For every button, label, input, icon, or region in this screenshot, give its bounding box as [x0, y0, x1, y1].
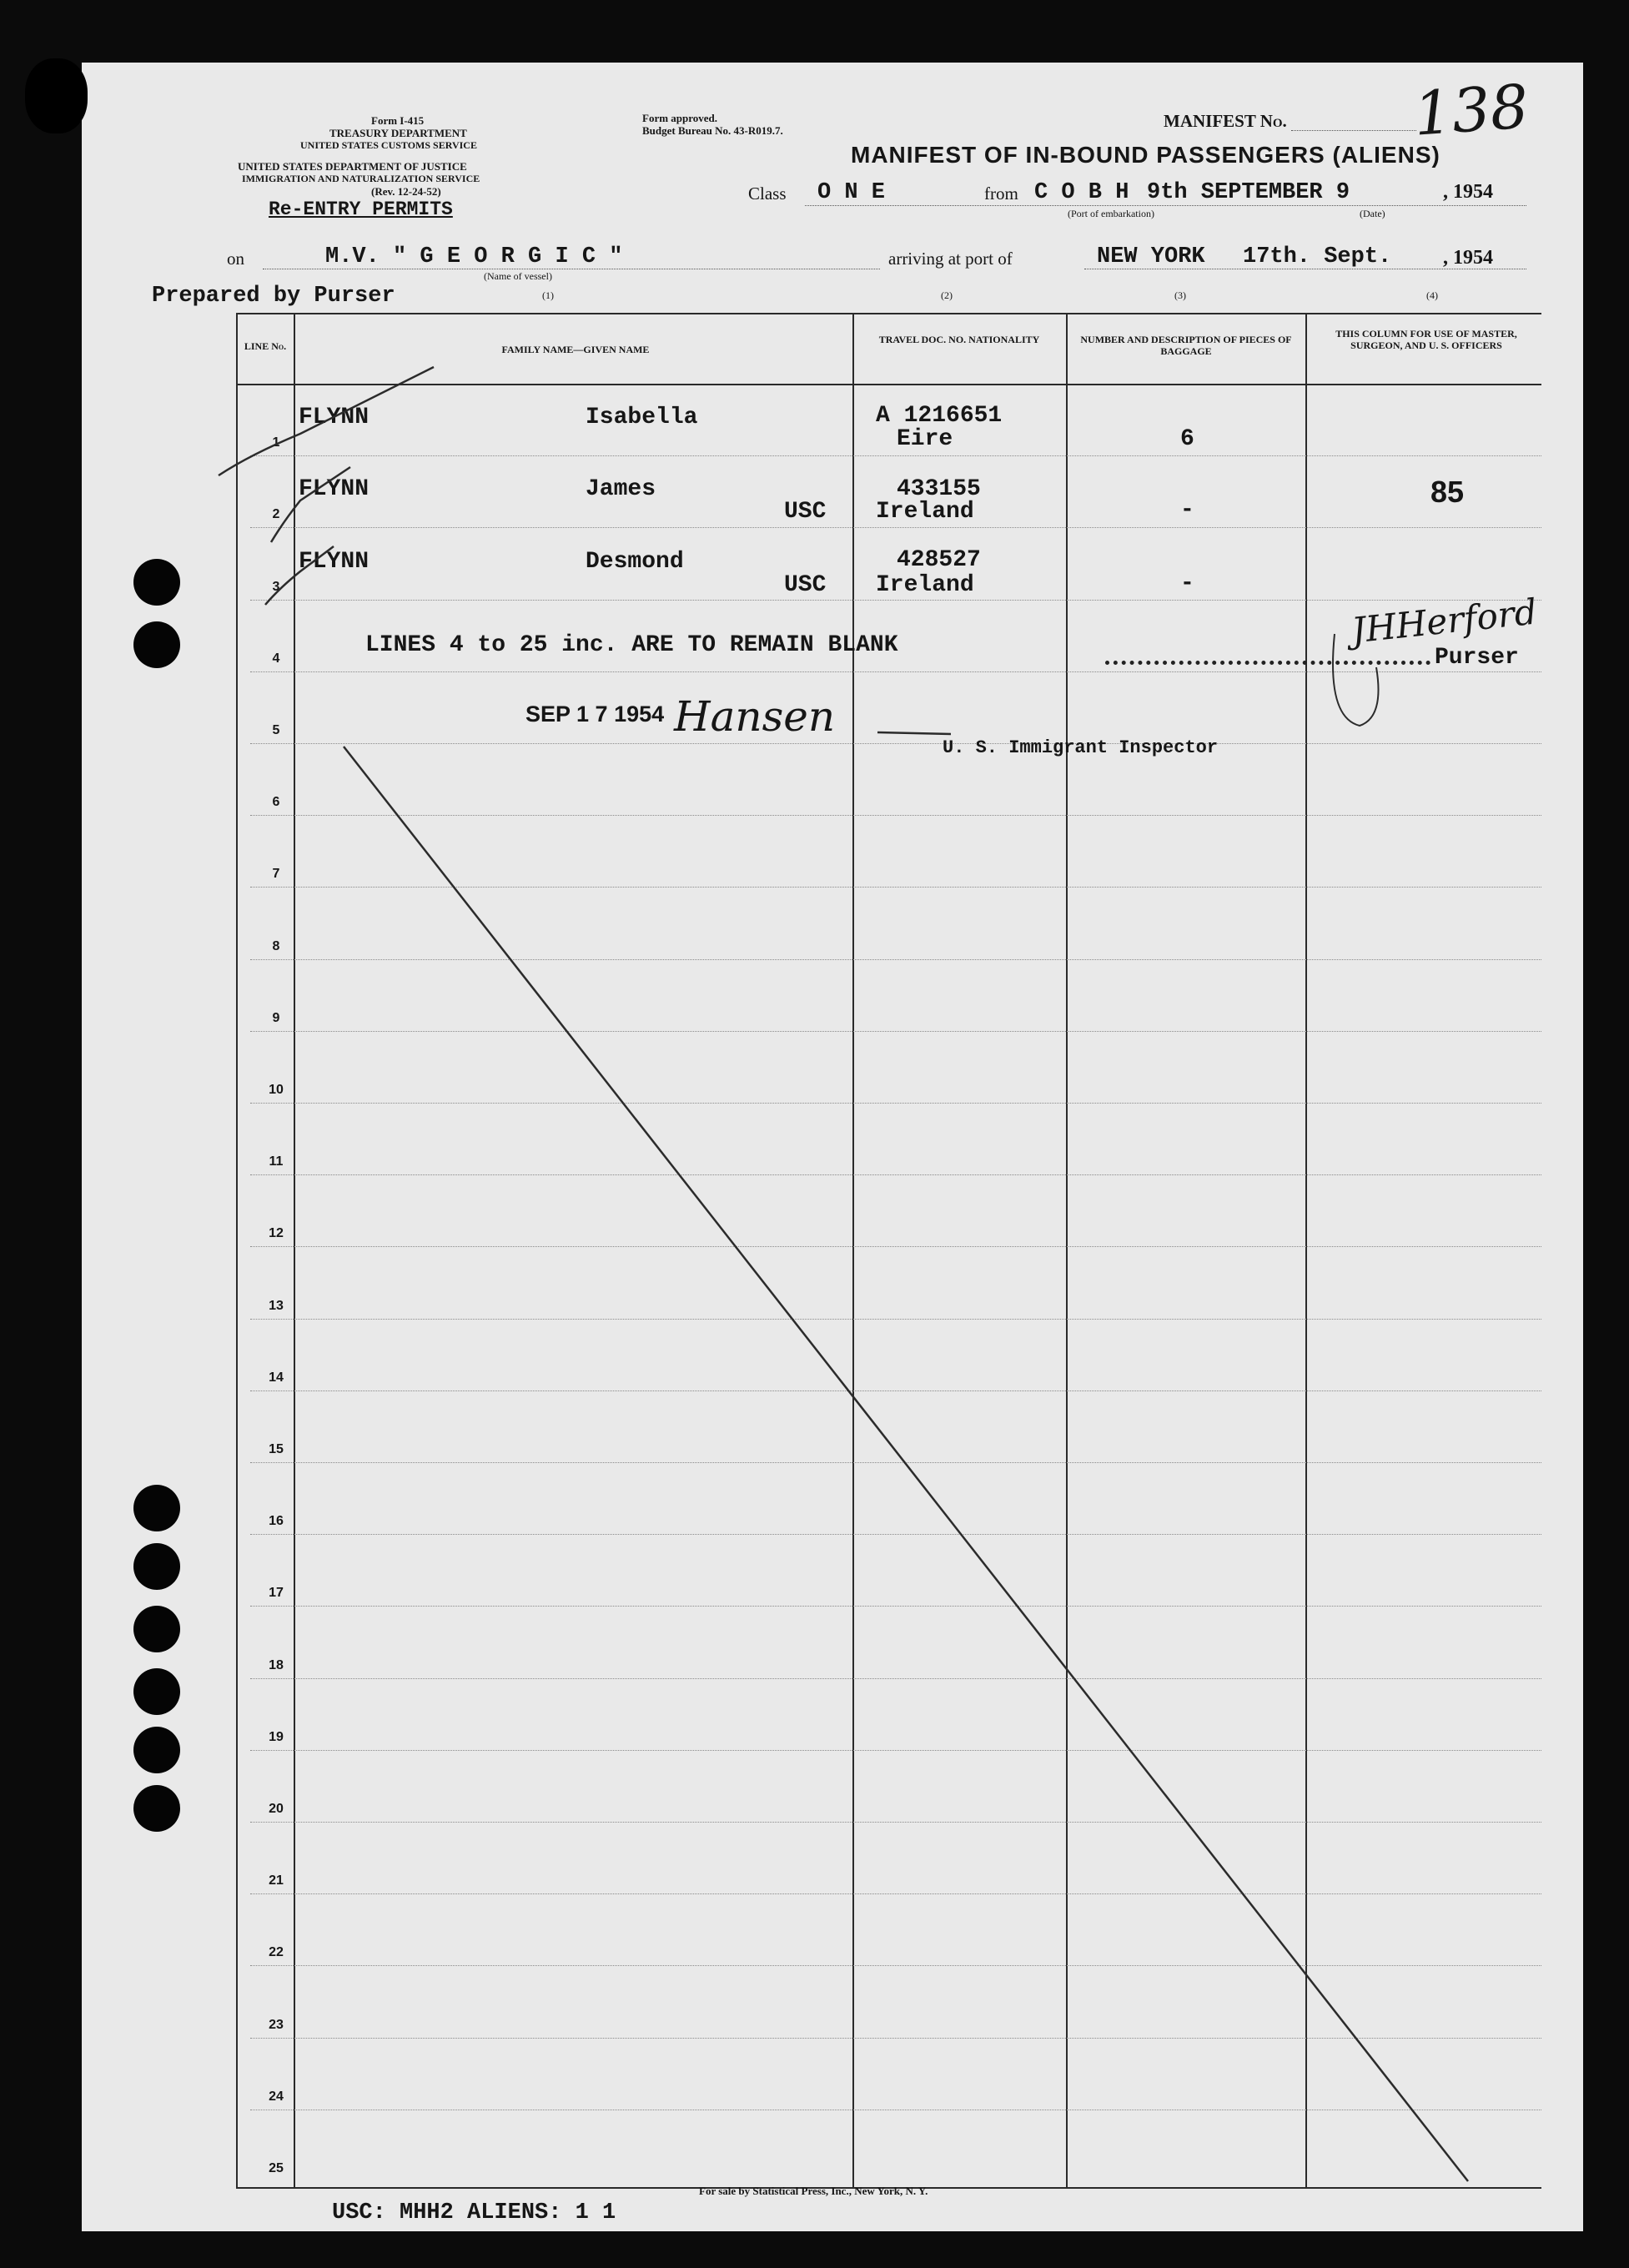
vessel-caption: (Name of vessel) [484, 270, 552, 282]
port-caption: (Port of embarkation) [1068, 208, 1154, 219]
header-name: FAMILY NAME—GIVEN NAME [501, 344, 650, 355]
void-strike-line [344, 747, 1468, 2181]
nationality: Ireland [876, 499, 974, 525]
purser-signature: JHHerford [1350, 591, 1539, 651]
travel-doc-number: 433155 [897, 476, 981, 502]
check-mark [219, 367, 434, 475]
line-number: 20 [269, 1802, 284, 1816]
printer-credit: For sale by Statistical Press, Inc., New York, N. Y. [699, 2185, 928, 2197]
blank-lines-notice: LINES 4 to 25 inc. ARE TO REMAIN BLANK [365, 632, 898, 658]
given-name: Isabella [586, 405, 698, 430]
nationality: Eire [897, 426, 953, 452]
line-number: 21 [269, 1873, 284, 1888]
line-number: 6 [272, 795, 280, 810]
given-name: Desmond [586, 549, 684, 575]
signature-loop [1333, 634, 1379, 726]
on-label: on [227, 249, 244, 269]
header-travel-doc: TRAVEL DOC. NO. NATIONALITY [878, 334, 1040, 345]
manifest-number: 138 [1411, 71, 1531, 149]
inspector-signature: Hansen [674, 692, 836, 741]
customs-service: UNITED STATES CUSTOMS SERVICE [300, 139, 477, 151]
line-number: 1 [272, 435, 280, 450]
header-line-no: LINE No. [244, 340, 287, 352]
port-of-embarkation: C O B H [1034, 180, 1129, 205]
vessel-name: M.V. " G E O R G I C " [325, 244, 623, 269]
col-num-4: (4) [1426, 289, 1438, 301]
ins: IMMIGRATION AND NATURALIZATION SERVICE [242, 173, 480, 184]
arrival-port: NEW YORK [1097, 244, 1205, 269]
line-number: 22 [269, 1945, 284, 1960]
arrival-date: 17th. Sept. [1243, 244, 1392, 269]
line-number: 13 [269, 1298, 284, 1313]
line-number: 23 [269, 2017, 284, 2032]
col-num-2: (2) [941, 289, 953, 301]
line-number: 12 [269, 1226, 284, 1241]
passenger-tally: USC: MHH2 ALIENS: 1 1 [332, 2200, 616, 2225]
date-caption: (Date) [1360, 208, 1385, 219]
line-number: 15 [269, 1442, 284, 1456]
check-mark [271, 467, 350, 542]
prepared-by: Prepared by Purser [152, 284, 395, 309]
line-number: 17 [269, 1586, 284, 1601]
check-mark [265, 546, 334, 605]
line-number: 7 [272, 867, 280, 882]
officer-note: 85 [1430, 475, 1465, 509]
line-number: 5 [272, 723, 280, 737]
arriving-label: arriving at port of [888, 249, 1013, 269]
embarkation-date: 9th SEPTEMBER 9 [1147, 180, 1350, 205]
travel-doc-number: A 1216651 [876, 403, 1003, 429]
department: TREASURY DEPARTMENT [329, 127, 467, 139]
manifest-label: MANIFEST No. [1164, 111, 1287, 131]
line-number: 19 [269, 1729, 284, 1744]
revision: (Rev. 12-24-52) [371, 185, 441, 198]
baggage-count: - [1180, 571, 1194, 596]
line-number: 4 [272, 651, 280, 666]
baggage-count: - [1180, 497, 1194, 523]
given-name: James [586, 476, 656, 502]
family-name: FLYNN [299, 476, 370, 502]
re-entry-permits: Re-ENTRY PERMITS [269, 199, 453, 220]
inspection-stamp-date: SEP 1 7 1954 [525, 702, 665, 727]
line-number: 8 [272, 938, 280, 953]
line-number: 24 [269, 2089, 284, 2104]
manifest-title: MANIFEST OF IN-BOUND PASSENGERS (ALIENS) [851, 142, 1440, 168]
line-number: 25 [269, 2161, 284, 2175]
line-number: 18 [269, 1657, 284, 1672]
baggage-count: 6 [1180, 426, 1194, 452]
inspector-label: U. S. Immigrant Inspector [943, 737, 1219, 758]
line-number: 11 [269, 1154, 284, 1169]
line-number: 16 [269, 1514, 284, 1529]
header-baggage: NUMBER AND DESCRIPTION OF PIECES OF BAGGAGE [1080, 334, 1292, 358]
col-num-3: (3) [1174, 289, 1186, 301]
col-num-1: (1) [542, 289, 554, 301]
signature-tail [877, 732, 951, 734]
form-number: Form I-415 [371, 114, 425, 127]
family-name: FLYNN [299, 405, 370, 430]
budget-bureau: Budget Bureau No. 43-R019.7. [642, 124, 783, 137]
line-number: 10 [269, 1083, 284, 1097]
line-number: 14 [269, 1370, 284, 1385]
citizenship-status: USC [784, 499, 827, 525]
line-number: 9 [272, 1010, 280, 1025]
dept-justice: UNITED STATES DEPARTMENT OF JUSTICE [238, 160, 467, 173]
class-value: O N E [817, 180, 886, 205]
header-officers: THIS COLUMN FOR USE OF MASTER, SURGEON, AND U. S. OFFICERS [1335, 328, 1517, 352]
form-approved: Form approved. [642, 112, 718, 124]
family-name: FLYNN [299, 549, 370, 575]
class-label: Class [748, 184, 787, 204]
travel-doc-number: 428527 [897, 547, 981, 573]
embarkation-year: , 1954 [1443, 181, 1493, 203]
nationality: Ireland [876, 572, 974, 598]
line-number: 3 [272, 579, 280, 594]
line-number: 2 [272, 507, 280, 522]
citizenship-status: USC [784, 572, 827, 598]
from-label: from [984, 184, 1018, 204]
arrival-year: , 1954 [1443, 247, 1493, 269]
purser-label: Purser [1435, 645, 1519, 671]
